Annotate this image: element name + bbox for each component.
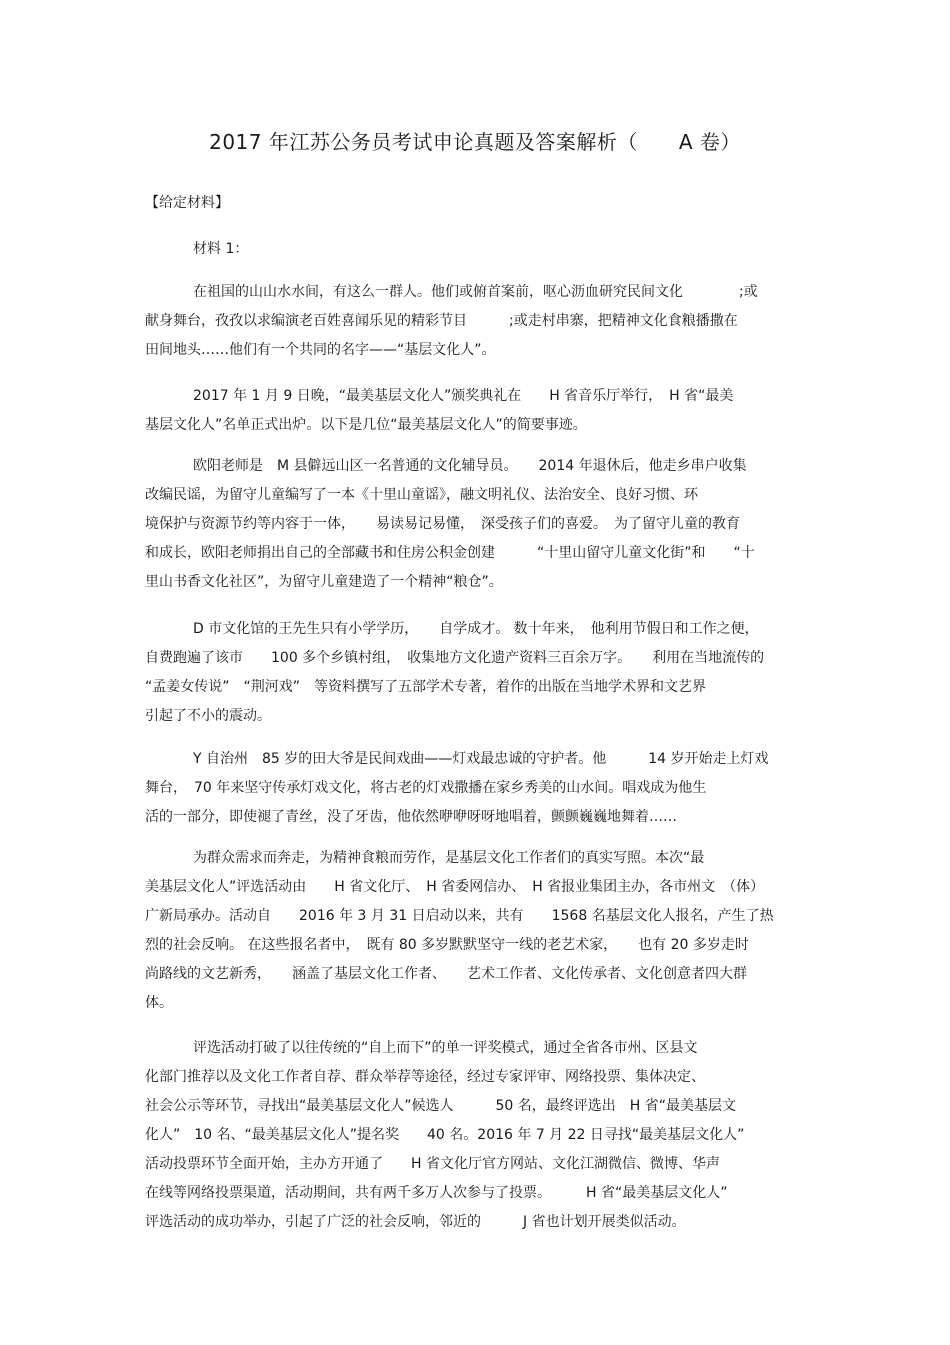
paragraph-line: 化部门推荐以及文化工作者自荐、群众举荐等途径，经过专家评审、网络投票、集体决定、 (145, 1069, 705, 1085)
paragraph-line: 境保护与资源节约等内容于一体， 易读易记易懂， 深受孩子们的喜爱。 为了留守儿童的教育 (145, 516, 740, 532)
paragraph-line: 活的一部分，即使褪了青丝，没了牙齿，他依然咿咿呀呀地唱着，颤颤巍巍地舞着…… (145, 809, 677, 825)
paragraph-line: 烈的社会反响。 在这些报名者中， 既有 80 多岁默默坚守一线的老艺术家， 也有 20 多岁走时 (145, 937, 749, 953)
paragraph-3 (145, 452, 810, 597)
paragraph-line: 体。 (145, 995, 173, 1011)
paragraph-line: 献身舞台，孜孜以求编演老百姓喜闻乐见的精彩节目 ;或走村串寨，把精神文化食粮播撒在 (145, 313, 738, 329)
paragraph-line: 舞台， 70 年来坚守传承灯戏文化，将古老的灯戏撒播在家乡秀美的山水间。唱戏成为他生 (145, 780, 707, 796)
paragraph-line: 活动投票环节全面开始，主办方开通了 H 省文化厅官方网站、文化江湖微信、微博、华声 (145, 1156, 720, 1172)
paragraph-6 (145, 844, 810, 1018)
paragraph-line: 为群众需求而奔走，为精神食粮而劳作，是基层文化工作者们的真实写照。本次“最 (193, 850, 705, 866)
paragraph-line: 广新局承办。活动自 2016 年 3 月 31 日启动以来，共有 1568 名基层文化人报名，产生了热 (145, 908, 774, 924)
paragraph-line: 里山书香文化社区”，为留守儿童建造了一个精神“粮仓”。 (145, 574, 503, 590)
paragraph-line: 在祖国的山山水水间，有这么一群人。他们或俯首案前，呕心沥血研究民间文化 ;或 (193, 284, 758, 300)
paragraph-line: 田间地头……他们有一个共同的名字——“基层文化人”。 (145, 342, 496, 358)
paragraph-2 (145, 382, 810, 440)
paragraph-line: 欧阳老师是 M 县僻远山区一名普通的文化辅导员。 2014 年退休后，他走乡串户收集 (193, 458, 747, 474)
paragraph-line: 评选活动打破了以往传统的“自上而下”的单一评奖模式，通过全省各市州、区县文 (193, 1040, 698, 1056)
paragraph-line: 改编民谣，为留守儿童编写了一本《十里山童谣》，融文明礼仪、法治安全、良好习惯、环 (145, 487, 698, 503)
paragraph-line: 评选活动的成功举办，引起了广泛的社会反响，邻近的 J 省也计划开展类似活动。 (145, 1214, 686, 1230)
paragraph-line: D 市文化馆的王先生只有小学学历， 自学成才。 数十年来， 他利用节假日和工作之便， (193, 621, 759, 637)
paragraph-line: 美基层文化人”评选活动由 H 省文化厅、 H 省委网信办、 H 省报业集团主办，各市州文 （体） (145, 879, 765, 895)
paragraph-line: 在线等网络投票渠道，活动期间，共有两千多万人次参与了投票。 H 省“最美基层文化人” (145, 1185, 728, 1201)
paragraph-5 (145, 745, 810, 832)
paragraph-line: 引起了不小的震动。 (145, 708, 271, 724)
paragraph-line: 社会公示等环节，寻找出“最美基层文化人”候选人 50 名，最终评选出 H 省“最美基层文 (145, 1098, 736, 1114)
document-title: 2017 年江苏公务员考试申论真题及答案解析（ A 卷） (209, 130, 741, 154)
paragraph-1 (145, 278, 810, 365)
material-label: 材料 1： (193, 241, 249, 257)
paragraph-line: 和成长，欧阳老师捐出自己的全部藏书和住房公积金创建 “十里山留守儿童文化街”和 “十 (145, 545, 755, 561)
paragraph-line: Y 自治州 85 岁的田大爷是民间戏曲——灯戏最忠诚的守护者。他 14 岁开始走上灯戏 (193, 751, 769, 767)
paragraph-7 (145, 1034, 810, 1237)
paragraph-line: “孟姜女传说” “荆河戏” 等资料撰写了五部学术专著，着作的出版在当地学术界和文艺界 (145, 679, 707, 695)
paragraph-line: 尚路线的文艺新秀， 涵盖了基层文化工作者、 艺术工作者、文化传承者、文化创意者四大群 (145, 966, 747, 982)
paragraph-line: 自费跑遍了该市 100 多个乡镇村组， 收集地方文化遗产资料三百余万字。 利用在当地流传的 (145, 650, 765, 666)
paragraph-line: 基层文化人”名单正式出炉。以下是几位“最美基层文化人”的简要事迹。 (145, 417, 587, 433)
section-label: 【给定材料】 (145, 195, 229, 211)
paragraph-line: 2017 年 1 月 9 日晚，“最美基层文化人”颁奖典礼在 H 省音乐厅举行， H 省“最美 (193, 388, 734, 404)
paragraph-4 (145, 615, 810, 731)
paragraph-line: 化人” 10 名、“最美基层文化人”提名奖 40 名。2016 年 7 月 22 日寻找“最美基层文化人” (145, 1127, 745, 1143)
